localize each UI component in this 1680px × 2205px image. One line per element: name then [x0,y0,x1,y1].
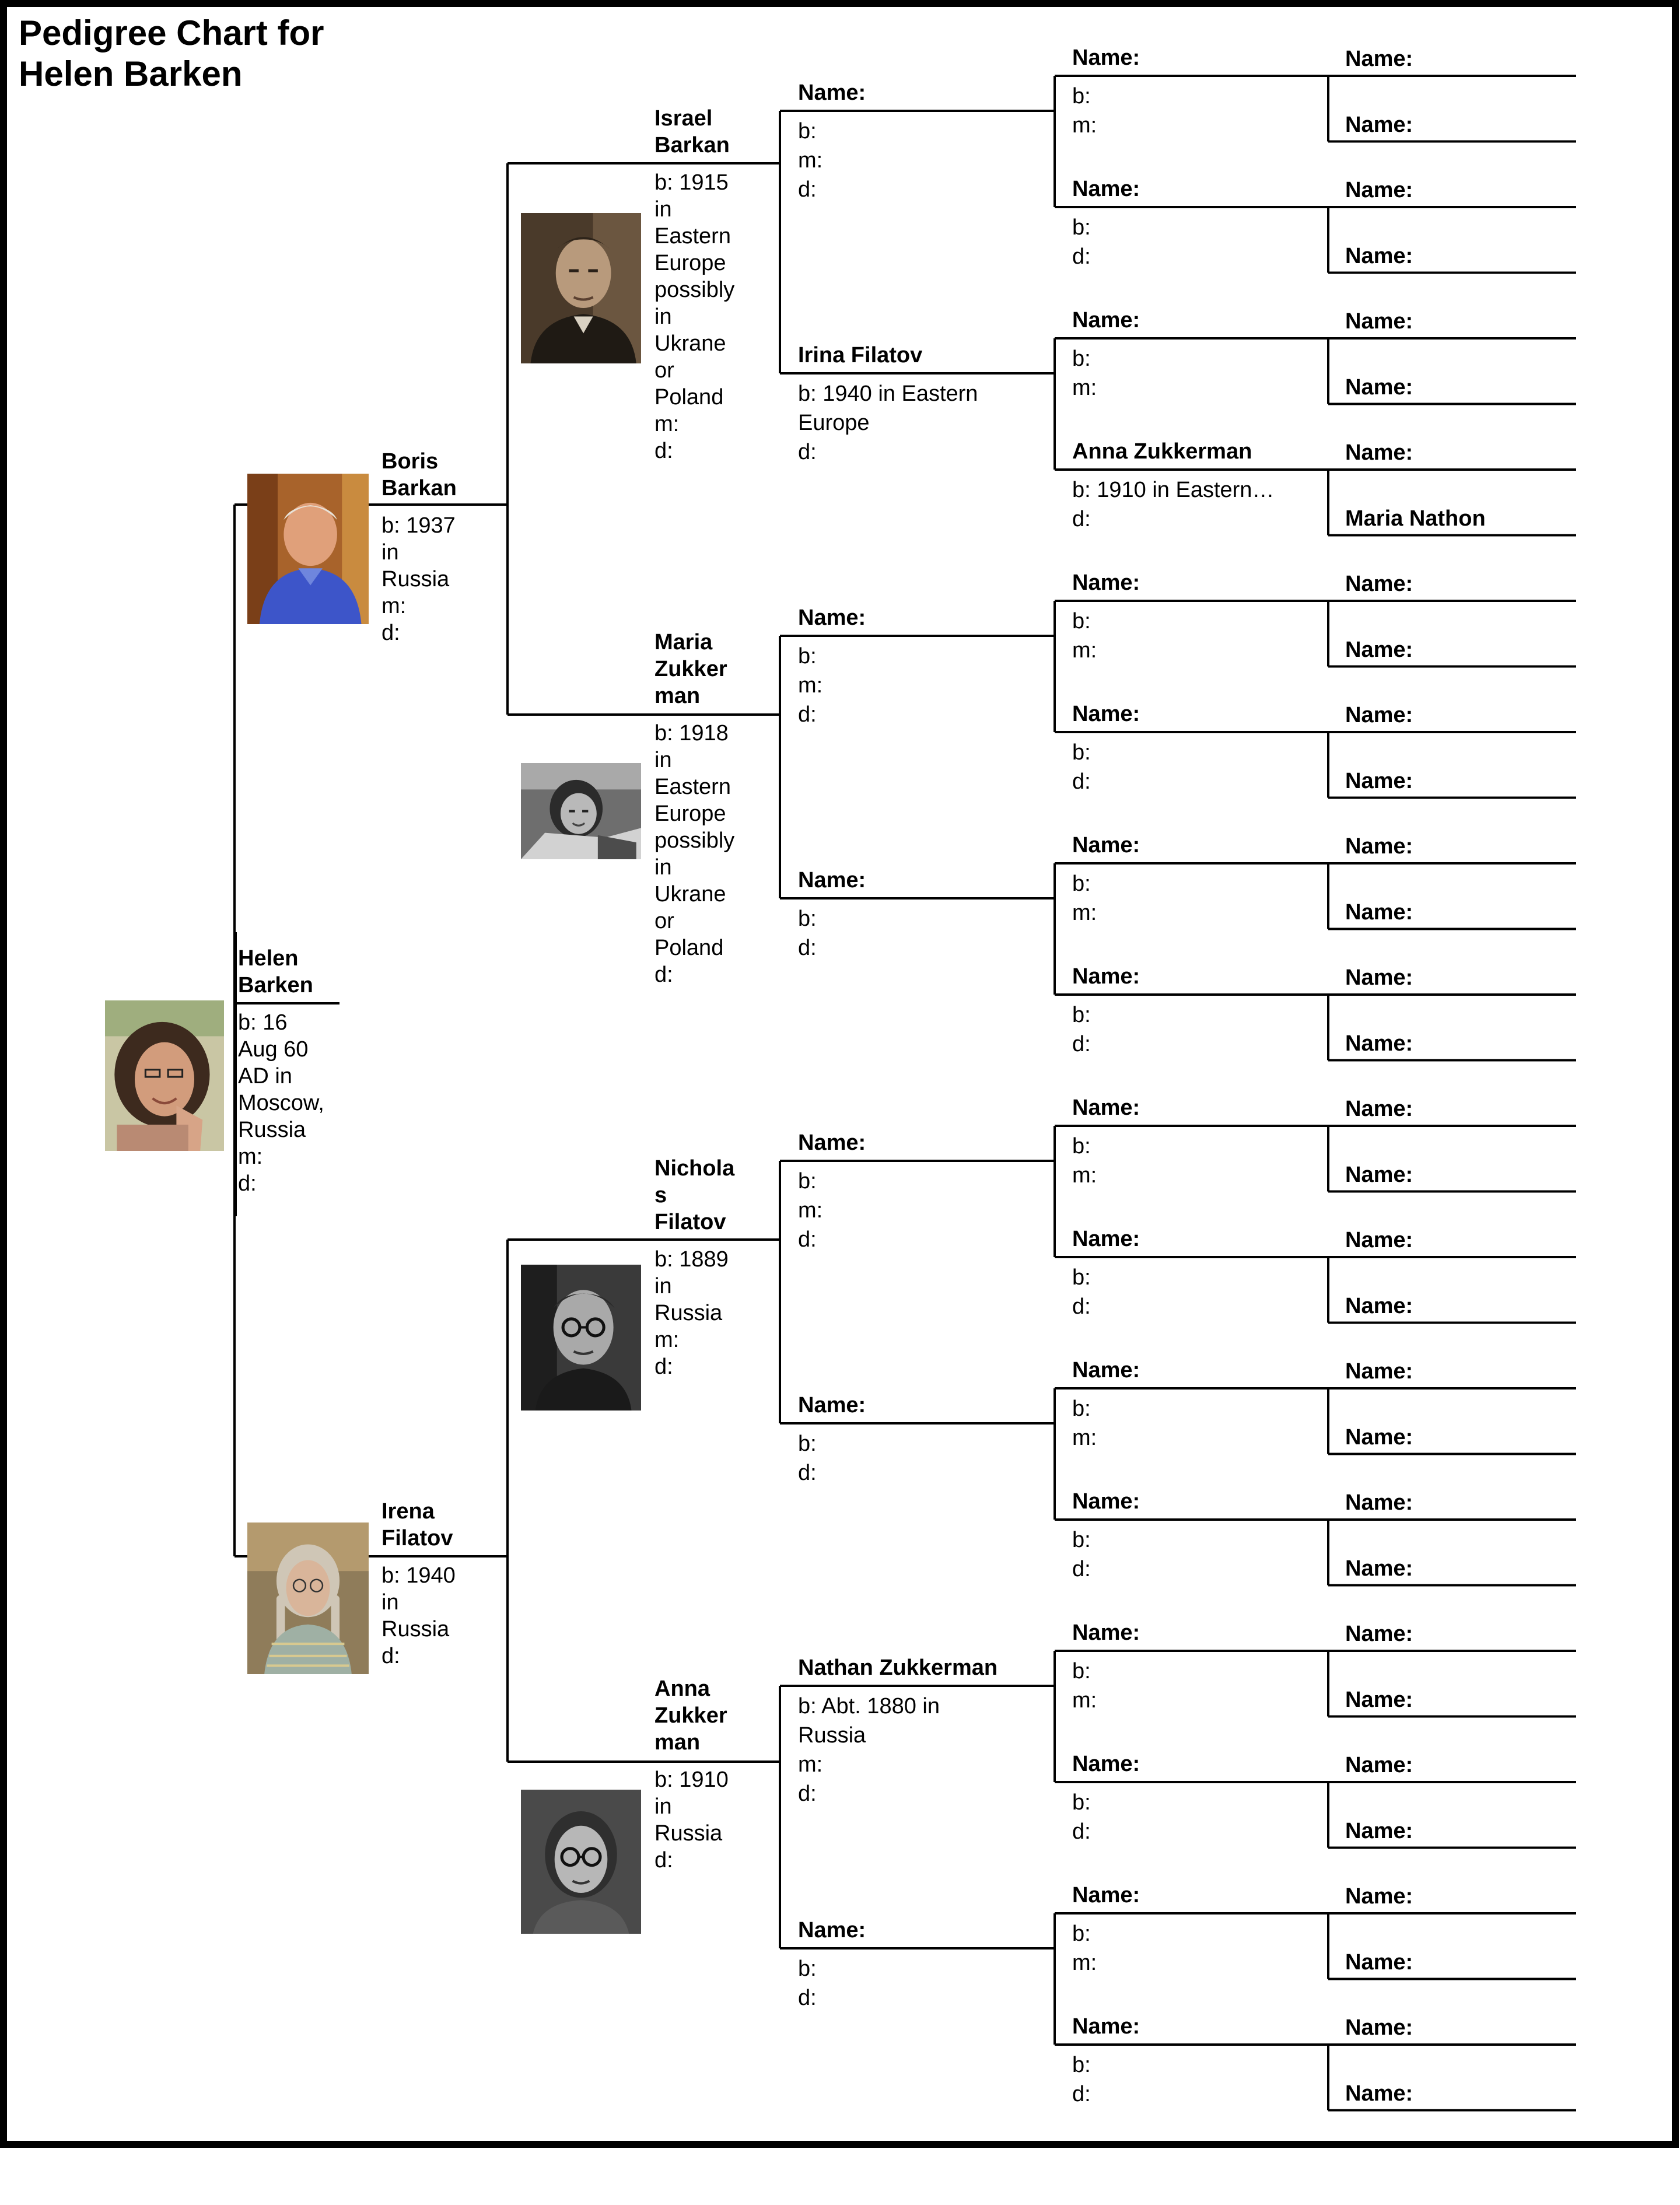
gen5-name-25: Name: [1345,1687,1413,1712]
person-detail-maria-zukkerman: Eastern [654,775,731,799]
gen3-name-1: Irina Filatov [798,343,923,368]
gen5-name-10: Name: [1345,703,1413,727]
gen4-detail-15: b: [1072,2053,1091,2077]
gen4-detail-0: b: [1072,84,1091,108]
person-detail-maria-zukkerman: in [654,855,672,880]
photo-anna-zukkerman [521,1790,641,1934]
gen4-name-14: Name: [1072,1883,1140,1908]
person-detail-nicholas-filatov: b: 1889 [654,1247,729,1272]
gen4-detail-1: b: [1072,215,1091,240]
gen4-detail-11: d: [1072,1557,1091,1581]
person-detail-anna-zukkerman-g2: d: [654,1848,673,1873]
gen5-name-30: Name: [1345,2015,1413,2040]
person-detail-maria-zukkerman: Europe [654,802,726,826]
gen4-detail-9: d: [1072,1294,1091,1319]
gen4-detail-4: b: [1072,609,1091,634]
gen5-name-16: Name: [1345,1097,1413,1121]
gen3-detail-1: Europe [798,411,870,435]
photo-helen-barken [105,1000,224,1151]
gen4-detail-11: b: [1072,1528,1091,1552]
person-detail-helen-barken: Russia [238,1118,306,1142]
person-detail-irena-filatov: d: [382,1644,400,1668]
gen4-detail-12: m: [1072,1688,1097,1713]
gen5-name-24: Name: [1345,1622,1413,1646]
gen4-name-15: Name: [1072,2014,1140,2039]
person-detail-anna-zukkerman-g2: Russia [654,1821,723,1846]
gen3-detail-0: d: [798,177,817,202]
person-detail-israel-barkan: d: [654,439,673,463]
gen4-detail-7: d: [1072,1032,1091,1056]
gen3-name-4: Name: [798,1130,866,1155]
gen4-detail-2: b: [1072,346,1091,371]
person-detail-anna-zukkerman-g2: b: 1910 [654,1768,729,1792]
gen3-name-7: Name: [798,1918,866,1943]
person-detail-maria-zukkerman: possibly [654,828,735,853]
gen5-name-12: Name: [1345,834,1413,859]
gen4-detail-13: b: [1072,1790,1091,1815]
gen3-name-6: Nathan Zukkerman [798,1656,998,1680]
person-detail-israel-barkan: Ukrane [654,331,726,356]
photo-nicholas-filatov [521,1265,641,1410]
gen5-name-11: Name: [1345,768,1413,793]
title-line-1: Pedigree Chart for [19,13,324,52]
gen4-detail-6: m: [1072,901,1097,925]
gen3-detail-4: b: [798,1169,817,1194]
gen4-detail-15: d: [1072,2082,1091,2106]
person-detail-anna-zukkerman-g2: in [654,1794,672,1819]
person-name-irena-filatov: Irena [382,1499,435,1524]
gen3-name-3: Name: [798,868,866,892]
person-detail-israel-barkan: or [654,358,674,383]
gen4-detail-10: b: [1072,1396,1091,1421]
person-detail-israel-barkan: Poland [654,385,724,410]
person-detail-helen-barken: m: [238,1144,263,1169]
gen3-name-0: Name: [798,80,866,105]
person-detail-helen-barken: d: [238,1171,257,1196]
gen3-detail-0: m: [798,148,823,173]
gen3-detail-6: d: [798,1782,817,1806]
gen3-name-5: Name: [798,1393,866,1418]
person-detail-maria-zukkerman: Poland [654,936,724,960]
person-detail-maria-zukkerman: or [654,909,674,933]
person-detail-helen-barken: AD in [238,1064,292,1088]
gen4-name-8: Name: [1072,1096,1140,1120]
person-detail-nicholas-filatov: m: [654,1328,680,1352]
person-name-anna-zukkerman-g2: Zukker [654,1703,727,1728]
gen4-name-13: Name: [1072,1752,1140,1776]
gen3-detail-0: b: [798,119,817,144]
gen5-name-6: Name: [1345,440,1413,465]
photo-irena-filatov [247,1522,369,1674]
person-detail-boris-barkan: m: [382,594,407,618]
person-detail-helen-barken: b: 16 [238,1010,288,1035]
gen5-name-2: Name: [1345,178,1413,202]
gen4-detail-6: b: [1072,872,1091,896]
gen4-detail-7: b: [1072,1003,1091,1027]
gen4-detail-9: b: [1072,1265,1091,1290]
gen3-detail-6: b: Abt. 1880 in [798,1694,940,1718]
person-detail-irena-filatov: in [382,1590,399,1615]
gen4-detail-10: m: [1072,1426,1097,1450]
gen4-detail-5: d: [1072,769,1091,794]
gen3-detail-2: m: [798,673,823,698]
person-name-helen-barken: Barken [238,973,313,998]
gen5-name-0: Name: [1345,47,1413,71]
person-detail-boris-barkan: Russia [382,567,450,592]
person-name-anna-zukkerman-g2: Anna [654,1676,710,1701]
person-detail-israel-barkan: m: [654,412,680,436]
gen5-name-20: Name: [1345,1359,1413,1384]
gen3-detail-6: Russia [798,1723,866,1748]
gen3-detail-3: b: [798,907,817,931]
gen5-name-3: Name: [1345,243,1413,268]
gen5-name-5: Name: [1345,374,1413,400]
photo-maria-zukkerman [521,763,641,859]
person-name-nicholas-filatov: Filatov [654,1210,726,1234]
gen4-detail-3: b: 1910 in Eastern… [1072,478,1275,502]
gen3-detail-2: b: [798,644,817,668]
gen4-detail-4: m: [1072,638,1097,663]
person-detail-israel-barkan: in [654,304,672,329]
gen4-detail-5: b: [1072,740,1091,765]
gen5-name-14: Name: [1345,965,1413,990]
gen4-name-1: Name: [1072,177,1140,201]
person-name-boris-barkan: Boris [382,449,439,474]
person-detail-irena-filatov: Russia [382,1617,450,1642]
gen4-name-5: Name: [1072,702,1140,726]
gen4-detail-8: b: [1072,1134,1091,1158]
gen5-name-13: Name: [1345,900,1413,925]
gen4-name-11: Name: [1072,1489,1140,1514]
gen3-detail-1: b: 1940 in Eastern [798,382,978,406]
gen5-name-31: Name: [1345,2081,1413,2106]
person-name-maria-zukkerman: man [654,684,701,708]
gen5-name-28: Name: [1345,1884,1413,1909]
gen5-name-18: Name: [1345,1228,1413,1252]
gen4-detail-1: d: [1072,244,1091,269]
person-detail-israel-barkan: Europe [654,251,726,275]
gen5-name-23: Name: [1345,1556,1413,1581]
person-detail-irena-filatov: b: 1940 [382,1563,456,1588]
person-name-maria-zukkerman: Maria [654,630,713,654]
gen4-name-12: Name: [1072,1620,1140,1645]
person-detail-nicholas-filatov: d: [654,1354,673,1379]
person-detail-israel-barkan: possibly [654,278,735,302]
gen4-name-4: Name: [1072,570,1140,595]
person-detail-israel-barkan: in [654,197,672,222]
person-detail-maria-zukkerman: b: 1918 [654,721,729,746]
gen3-detail-5: d: [798,1461,817,1485]
gen3-detail-6: m: [798,1752,823,1777]
photo-boris-barkan [247,474,369,624]
person-detail-maria-zukkerman: d: [654,963,673,987]
person-detail-boris-barkan: b: 1937 [382,513,456,538]
gen5-name-15: Name: [1345,1031,1413,1056]
gen4-detail-14: m: [1072,1951,1097,1975]
person-detail-maria-zukkerman: Ukrane [654,882,726,907]
gen4-detail-8: m: [1072,1163,1097,1188]
person-name-anna-zukkerman-g2: man [654,1730,701,1755]
gen5-name-7: Maria Nathon [1345,506,1486,531]
gen5-name-1: Name: [1345,112,1413,137]
gen5-name-4: Name: [1345,309,1413,334]
person-name-helen-barken: Helen [238,946,299,971]
gen4-name-9: Name: [1072,1227,1140,1251]
person-name-boris-barkan: Barkan [382,476,457,501]
gen5-name-21: Name: [1345,1424,1413,1450]
person-detail-maria-zukkerman: in [654,748,672,772]
gen3-detail-4: m: [798,1198,823,1223]
gen5-name-27: Name: [1345,1818,1413,1843]
gen5-name-29: Name: [1345,1950,1413,1975]
gen4-detail-14: b: [1072,1922,1091,1946]
person-detail-helen-barken: Aug 60 [238,1037,309,1062]
gen5-name-19: Name: [1345,1293,1413,1318]
gen5-name-22: Name: [1345,1490,1413,1515]
gen3-detail-7: b: [798,1957,817,1981]
gen4-name-3: Anna Zukkerman [1072,439,1252,464]
photo-israel-barkan [521,213,641,363]
person-detail-nicholas-filatov: in [654,1274,672,1298]
person-detail-nicholas-filatov: Russia [654,1301,723,1325]
person-detail-boris-barkan: d: [382,621,400,645]
gen4-detail-0: m: [1072,113,1097,138]
gen4-name-6: Name: [1072,833,1140,858]
gen4-detail-2: m: [1072,376,1097,400]
gen4-detail-12: b: [1072,1659,1091,1684]
gen3-detail-3: d: [798,936,817,960]
person-name-israel-barkan: Barkan [654,133,730,158]
person-name-irena-filatov: Filatov [382,1526,453,1550]
gen5-name-17: Name: [1345,1162,1413,1187]
gen4-name-10: Name: [1072,1358,1140,1382]
gen3-detail-1: d: [798,440,817,464]
person-name-maria-zukkerman: Zukker [654,657,727,681]
person-name-nicholas-filatov: s [654,1183,667,1208]
gen4-detail-13: d: [1072,1819,1091,1844]
person-name-israel-barkan: Israel [654,106,713,131]
gen4-name-2: Name: [1072,308,1140,332]
title-line-2: Helen Barken [19,54,243,93]
gen5-name-26: Name: [1345,1753,1413,1777]
gen4-name-7: Name: [1072,964,1140,989]
gen3-detail-2: d: [798,702,817,727]
person-detail-helen-barken: Moscow, [238,1091,324,1115]
gen3-name-2: Name: [798,606,866,630]
gen3-detail-5: b: [798,1432,817,1456]
gen4-name-0: Name: [1072,46,1140,70]
person-detail-boris-barkan: in [382,540,399,565]
gen5-name-9: Name: [1345,637,1413,662]
gen4-detail-3: d: [1072,507,1091,531]
person-name-nicholas-filatov: Nichola [654,1156,735,1181]
person-detail-israel-barkan: Eastern [654,224,731,249]
gen5-name-8: Name: [1345,572,1413,596]
person-detail-israel-barkan: b: 1915 [654,170,729,195]
gen3-detail-4: d: [798,1227,817,1252]
gen3-detail-7: d: [798,1986,817,2010]
